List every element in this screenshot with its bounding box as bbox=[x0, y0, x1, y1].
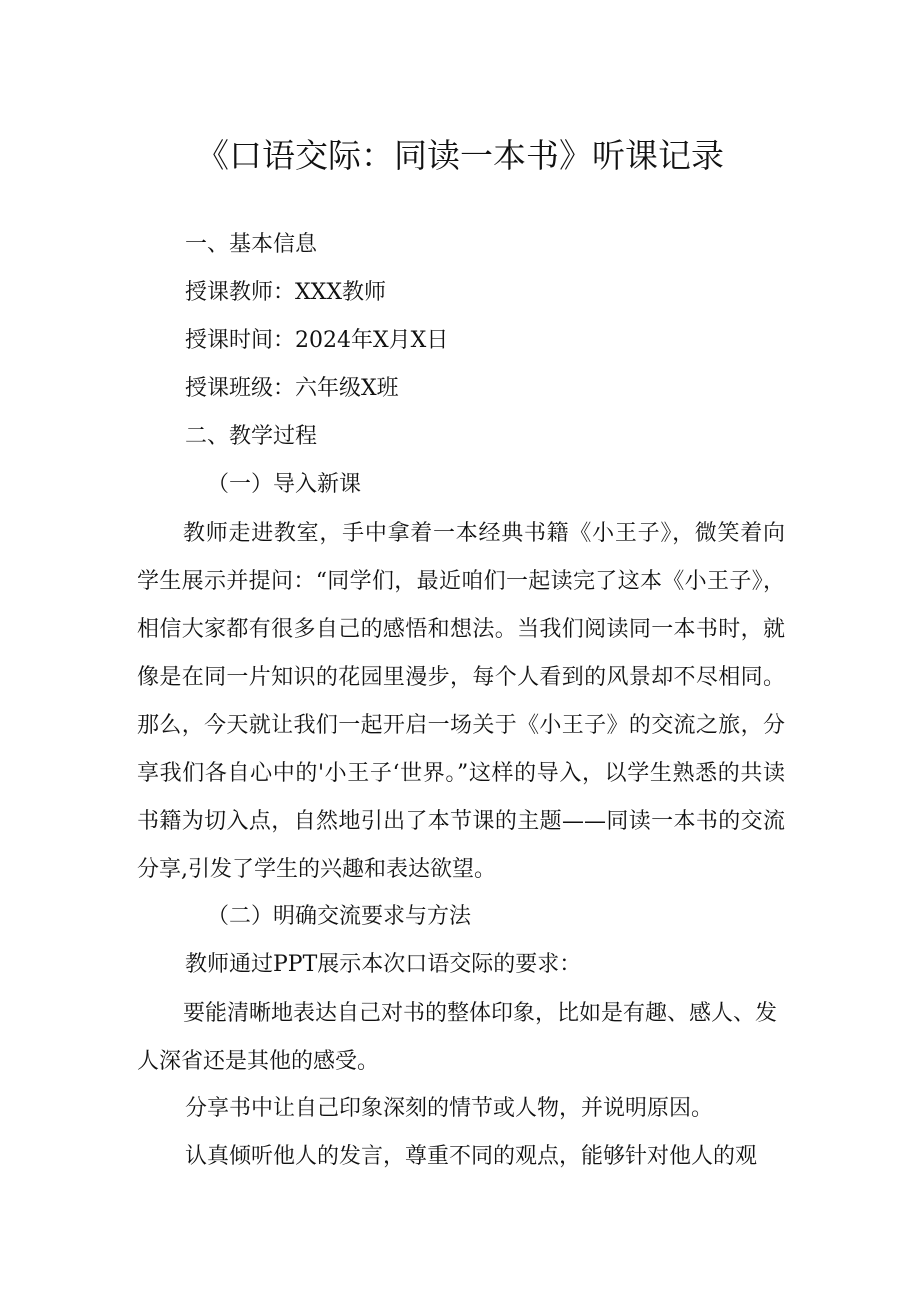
document-title: 《口语交际：同读一本书》听课记录 bbox=[196, 136, 724, 175]
subsection-heading-requirements: （二）明确交流要求与方法 bbox=[207, 904, 472, 929]
class-line: 授课班级：六年级X班 bbox=[185, 376, 399, 401]
intro-paragraph: 教师走进教室，手中拿着一本经典书籍《小王子》，微笑着向学生展示并提问：“同学们，最近咱们一起读完了这本《小王子》，相信大家都有很多自己的感悟和想法。当我们阅读同一本书时，就像是在同一片知识的花园里漫步，每个人看到的风景却不尽相同。那么，今天就让我们一起开启一场关于《小王子》的交流之旅，分享我们各自心中的'小王子‘世界。”这样的导入，以学生熟悉的共读书籍为切入点，自然地引出了本节课的主题——同读一本书的交流分享,引发了学生的兴趣和表达欲望。 bbox=[137, 521, 785, 882]
requirement-2: 分享书中让自己印象深刻的情节或人物，并说明原因。 bbox=[185, 1096, 714, 1121]
ppt-intro-line: 教师通过PPT展示本次口语交际的要求： bbox=[185, 952, 582, 977]
teacher-line: 授课教师：XXX教师 bbox=[185, 280, 386, 305]
subsection-heading-intro: （一）导入新课 bbox=[207, 472, 362, 497]
requirement-3: 认真倾听他人的发言，尊重不同的观点，能够针对他人的观 bbox=[185, 1144, 758, 1169]
time-line: 授课时间：2024年X月X日 bbox=[185, 328, 449, 353]
section-heading-basic-info: 一、基本信息 bbox=[185, 232, 318, 257]
section-heading-teaching-process: 二、教学过程 bbox=[185, 424, 318, 449]
requirement-1: 要能清晰地表达自己对书的整体印象，比如是有趣、感人、发人深省还是其他的感受。 bbox=[137, 1001, 778, 1074]
